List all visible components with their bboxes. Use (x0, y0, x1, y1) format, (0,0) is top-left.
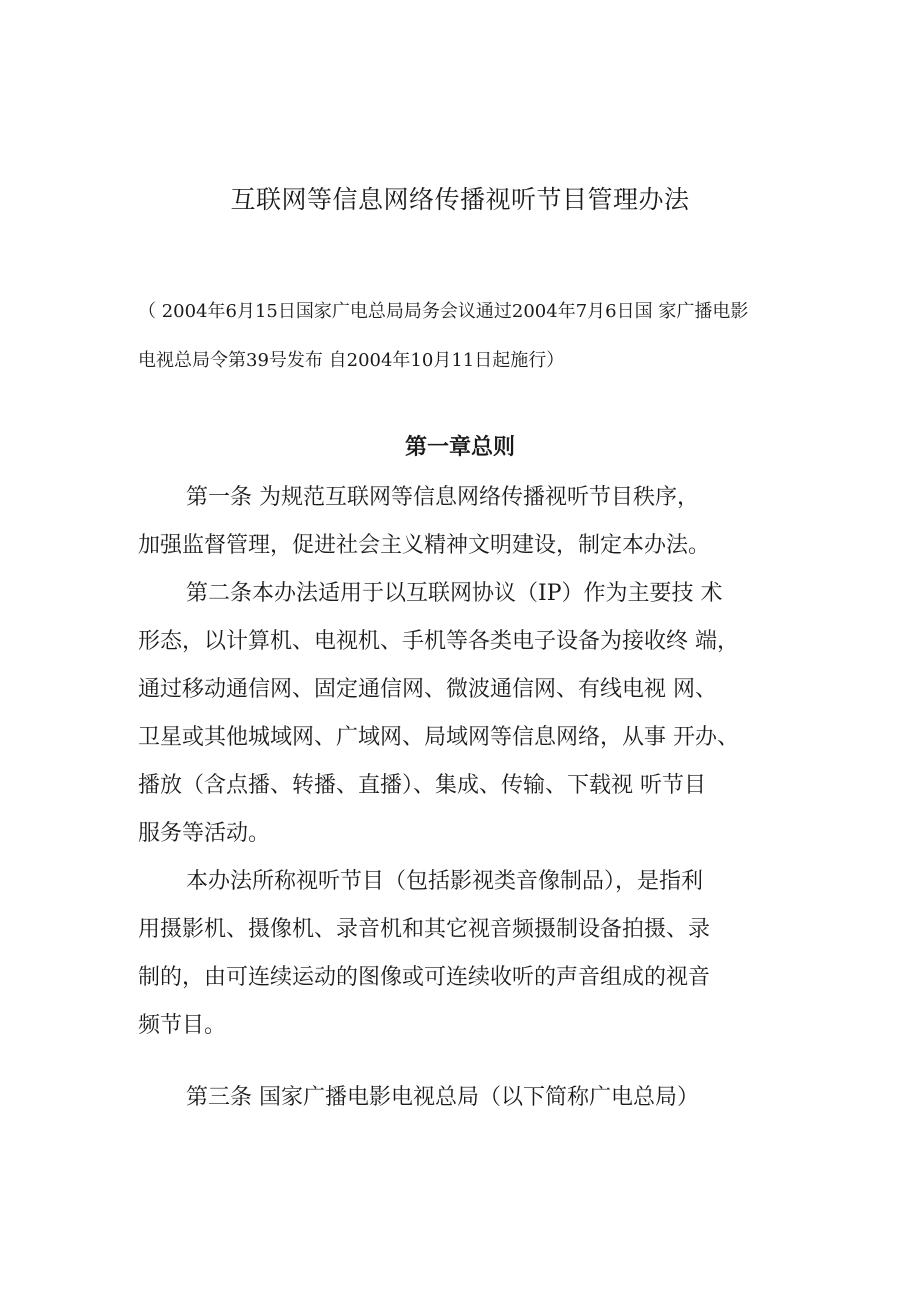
article-1-line-1: 第一条 为规范互联网等信息网络传播视听节目秩序， (186, 485, 699, 510)
article-2-para-2-line-3: 制的，由可连续运动的图像或可连续收听的声音组成的视音 (138, 965, 711, 990)
promulgation-note-line-1: （ 2004年6月15日国家广电总局局务会议通过2004年7月6日国 家广播电影 (138, 301, 749, 322)
article-2-line-2: 形态，以计算机、电视机、手机等各类电子设备为接收终 端， (138, 629, 739, 654)
article-2-line-5: 播放（含点播、转播、直播）、集成、传输、下载视 听节目 (138, 773, 706, 798)
document-title: 互联网等信息网络传播视听节目管理办法 (230, 185, 690, 214)
article-2-line-6: 服务等活动。 (138, 821, 271, 846)
article-2-line-4: 卫星或其他城域网、广域网、局域网等信息网络，从事 开办、 (138, 725, 739, 750)
article-2-line-3: 通过移动通信网、固定通信网、微波通信网、有线电视 网、 (138, 677, 717, 702)
chapter-heading: 第一章总则 (404, 435, 515, 460)
article-1-line-2: 加强监督管理，促进社会主义精神文明建设，制定本办法。 (138, 533, 711, 558)
article-2-para-2-line-2: 用摄影机、摄像机、录音机和其它视音频摄制设备拍摄、录 (138, 917, 711, 942)
article-2-line-1: 第二条本办法适用于以互联网协议（IP）作为主要技 术 (186, 581, 723, 606)
article-2-para-2-line-4: 频节目。 (138, 1013, 227, 1038)
article-2-para-2-line-1: 本办法所称视听节目（包括影视类音像制品），是指利 (186, 869, 704, 894)
article-3-line-1: 第三条 国家广播电影电视总局（以下简称广电总局） (186, 1085, 699, 1110)
promulgation-note-line-2: 电视总局令第39号发布 自2004年10月11日起施行） (138, 350, 565, 371)
